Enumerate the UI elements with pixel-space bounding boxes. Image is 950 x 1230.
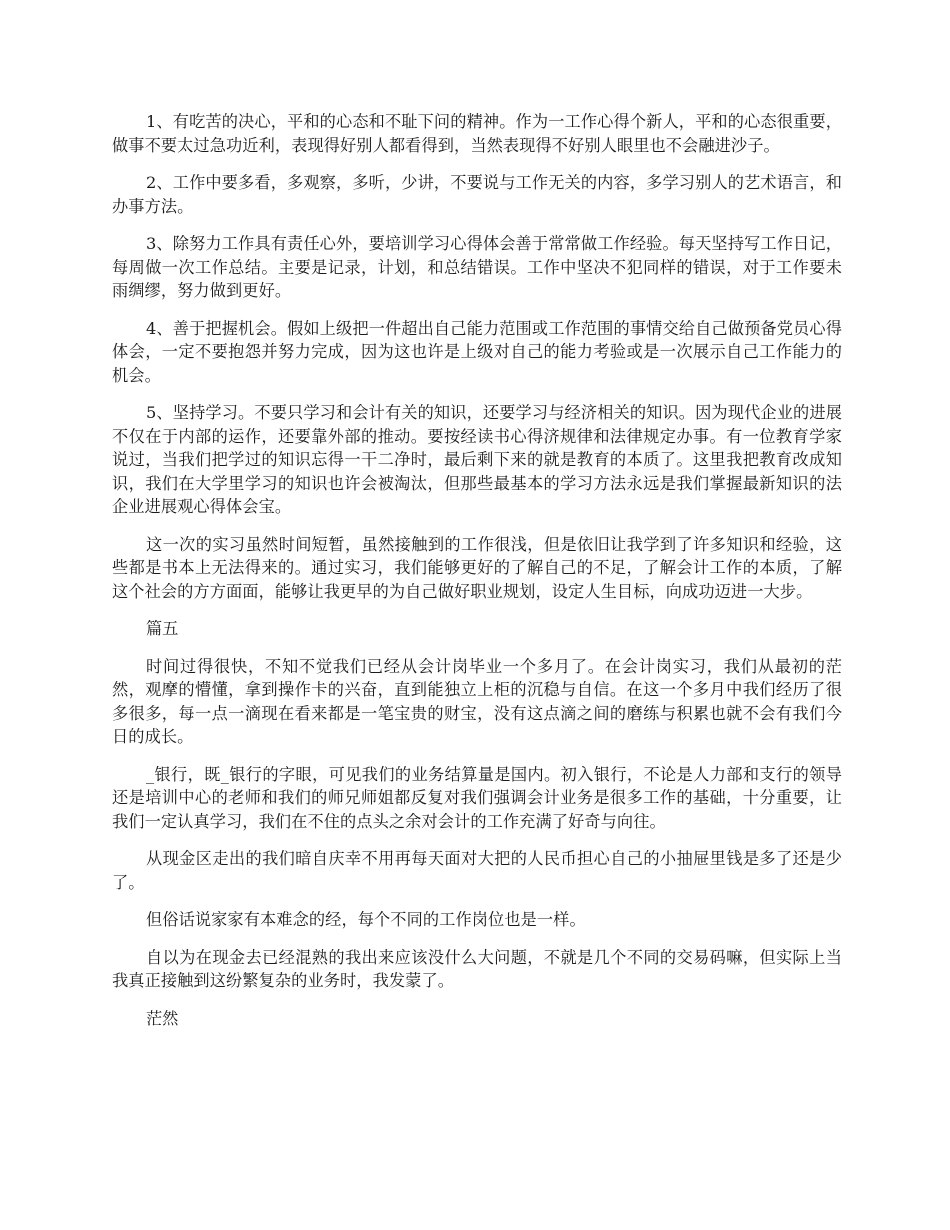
paragraph-point-4: 4、善于把握机会。假如上级把一件超出自己能力范围或工作范围的事情交给自己做预备党员心得体会，一定不要抱怨并努力完成，因为这也许是上级对自己的能力考验或是一次展示自己工作能力的机会。: [112, 318, 842, 385]
paragraph-internship-summary: 这一次的实习虽然时间短暂，虽然接触到的工作很浅，但是依旧让我学到了许多知识和经验，这些都是书本上无法得来的。通过实习，我们能够更好的了解自己的不足，了解会计工作的本质，了解这个社会的方方面面，能够让我更早的为自己做好职业规划，设定人生目标，向成功迈进一大步。: [112, 534, 842, 601]
paragraph-time-passed: 时间过得很快，不知不觉我们已经从会计岗毕业一个多月了。在会计岗实习，我们从最初的茫然，观摩的懵懂，拿到操作卡的兴奋，直到能独立上柜的沉稳与自信。在这一个多月中我们经历了很多很多，每一点一滴现在看来都是一笔宝贵的财宝，没有这点滴之间的磨练与积累也就不会有我们今日的成长。: [112, 656, 842, 746]
section-heading-part-five: 篇五: [146, 619, 179, 638]
paragraph-point-1: 1、有吃苦的决心，平和的心态和不耻下问的精神。作为一工作心得个新人，平和的心态很重要，做事不要太过急功近利，表现得好别人都看得到，当然表现得不好别人眼里也不会融进沙子。: [112, 112, 842, 155]
paragraph-proverb: 但俗话说家家有本难念的经，每个不同的工作岗位也是一样。: [146, 910, 586, 929]
paragraph-point-3: 3、除努力工作具有责任心外，要培训学习心得体会善于常常做工作经验。每天坚持写工作日记，每周做一次工作总结。主要是记录，计划，和总结错误。工作中坚决不犯同样的错误，对于工作要未雨绸缪，努力做到更好。: [112, 234, 842, 300]
section-heading-bewildered: 茫然: [146, 1008, 179, 1028]
paragraph-point-5: 5、坚持学习。不要只学习和会计有关的知识，还要学习与经济相关的知识。因为现代企业的进展不仅在于内部的运作，还要靠外部的推动。要按经读书心得济规律和法律规定办事。有一位教育学家说过，当我们把学过的知识忘得一干二净时，最后剩下来的就是教育的本质了。这里我把教育改成知识，我们在大学里学习的知识也许会被淘汰，但那些最基本的学习方法永远是我们掌握最新知识的法企业进展观心得体会宝。: [112, 403, 842, 516]
paragraph-bank-intro: _银行，既_银行的字眼，可见我们的业务结算量是国内。初入银行，不论是人力部和支行的领导还是培训中心的老师和我们的师兄师姐都反复对我们强调会计业务是很多工作的基础，十分重要，让我们一定认真学习，我们在不住的点头之余对会计的工作充满了好奇与向往。: [112, 764, 842, 831]
paragraph-confusion: 自以为在现金去已经混熟的我出来应该没什么大问题，不就是几个不同的交易码嘛，但实际上当我真正接触到这纷繁复杂的业务时，我发蒙了。: [112, 947, 842, 990]
paragraph-cash-area: 从现金区走出的我们暗自庆幸不用再每天面对大把的人民币担心自己的小抽屉里钱是多了还是少了。: [112, 849, 842, 892]
paragraph-point-2: 2、工作中要多看，多观察，多听，少讲，不要说与工作无关的内容，多学习别人的艺术语言，和办事方法。: [112, 173, 842, 216]
